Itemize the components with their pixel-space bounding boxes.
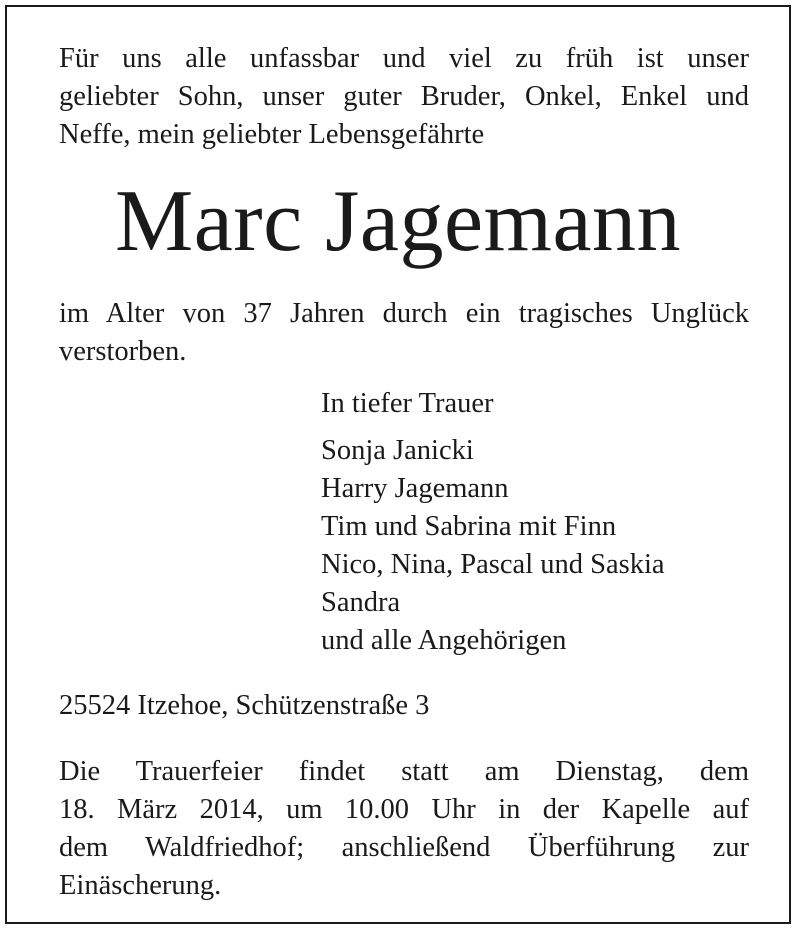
mourners-list <box>321 385 781 660</box>
deceased-name: Marc Jagemann <box>114 173 682 270</box>
age-line: verstorben. <box>59 336 187 367</box>
intro-line: geliebter Sohn, unser guter Bruder, Onkel, Enkel und <box>59 81 749 112</box>
mourner-name: Harry Jagemann <box>321 473 509 504</box>
ceremony-line: Die Trauerfeier findet statt am Dienstag, dem <box>59 756 749 787</box>
intro-line: Für uns alle unfassbar und viel zu früh ist unser <box>59 43 749 74</box>
mourner-name: Nico, Nina, Pascal und Saskia <box>321 549 665 580</box>
age-text <box>59 295 749 371</box>
intro-text <box>59 40 749 154</box>
mourning-heading: In tiefer Trauer <box>321 388 494 419</box>
mourner-name: und alle Angehörigen <box>321 625 567 656</box>
ceremony-line: dem Waldfriedhof; anschließend Überführung zur <box>59 832 749 863</box>
family-address: 25524 Itzehoe, Schützenstraße 3 <box>59 690 430 721</box>
intro-line: Neffe, mein geliebter Lebensgefährte <box>59 119 485 150</box>
ceremony-line: 18. März 2014, um 10.00 Uhr in der Kapelle auf <box>59 794 749 825</box>
obituary-notice <box>5 5 791 924</box>
ceremony-line: Einäscherung. <box>59 870 222 901</box>
age-line: im Alter von 37 Jahren durch ein tragisches Unglück <box>59 298 749 329</box>
mourner-name: Tim und Sabrina mit Finn <box>321 511 617 542</box>
ceremony-text <box>59 753 749 905</box>
mourner-name: Sandra <box>321 587 401 618</box>
mourner-name: Sonja Janicki <box>321 435 474 466</box>
